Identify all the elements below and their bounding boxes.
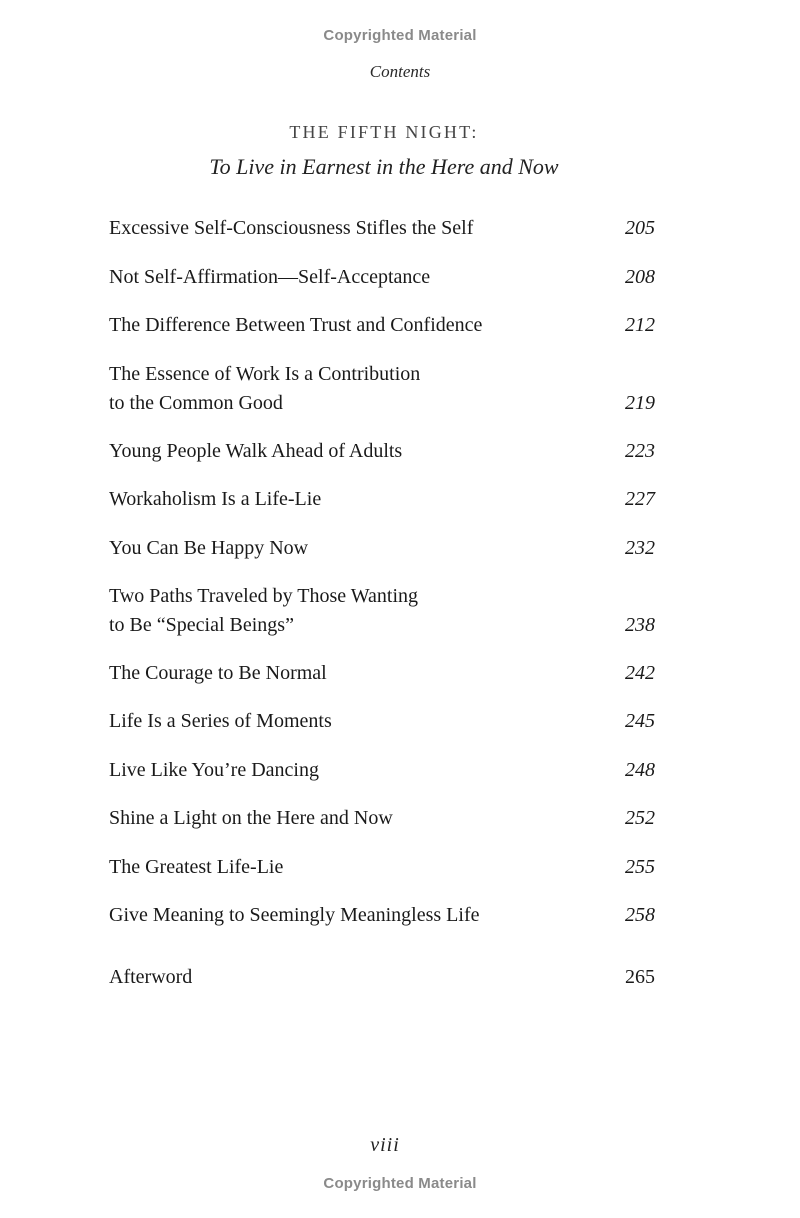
toc-entry-page: 219 bbox=[625, 392, 655, 414]
toc-entry-title: Shine a Light on the Here and Now bbox=[109, 807, 393, 829]
toc-entry bbox=[109, 804, 655, 833]
toc-entry bbox=[109, 901, 655, 930]
toc-entry-title: The Greatest Life-Lie bbox=[109, 856, 284, 878]
toc-entry-page: 242 bbox=[625, 662, 655, 684]
toc-entry-title-line2: to Be “Special Beings” bbox=[109, 614, 294, 636]
toc-entry-page: 258 bbox=[625, 904, 655, 926]
toc-entry bbox=[109, 707, 655, 736]
toc-entry bbox=[109, 311, 655, 340]
toc-entry-page: 255 bbox=[625, 856, 655, 878]
toc-entry-title: Workaholism Is a Life-Lie bbox=[109, 488, 322, 510]
toc-entry bbox=[109, 582, 655, 640]
toc-entry-title: You Can Be Happy Now bbox=[109, 537, 309, 559]
page-number: viii bbox=[370, 1134, 400, 1156]
toc-entry-title: The Courage to Be Normal bbox=[109, 662, 327, 684]
toc-entry-title-line1: The Essence of Work Is a Contribution bbox=[109, 363, 421, 385]
toc-entry bbox=[109, 534, 655, 563]
toc-entry-page: 223 bbox=[625, 440, 655, 462]
toc-entry bbox=[109, 659, 655, 688]
toc-entry-title: Afterword bbox=[109, 966, 193, 988]
toc-entry-title-line2: to the Common Good bbox=[109, 392, 283, 414]
toc-entry-title: Excessive Self-Consciousness Stifles the Self bbox=[109, 217, 474, 239]
toc-entry bbox=[109, 485, 655, 514]
toc-entry-page: 205 bbox=[625, 217, 655, 239]
toc-entry-title: Not Self-Affirmation—Self-Acceptance bbox=[109, 266, 431, 288]
toc-entry-page: 227 bbox=[625, 488, 655, 510]
toc-entry-title: Give Meaning to Seemingly Meaningless Life bbox=[109, 904, 480, 926]
toc-entry-page: 212 bbox=[625, 314, 655, 336]
copyright-watermark-bottom: Copyrighted Material bbox=[323, 1175, 477, 1192]
toc-entry bbox=[109, 756, 655, 785]
running-head: Contents bbox=[369, 62, 431, 81]
part-heading: THE FIFTH NIGHT: bbox=[289, 122, 479, 142]
copyright-watermark-top: Copyrighted Material bbox=[323, 27, 477, 44]
toc-entry bbox=[109, 853, 655, 882]
toc-entry-page: 245 bbox=[625, 710, 655, 732]
toc-entry bbox=[109, 263, 655, 292]
toc-entry-page: 238 bbox=[625, 614, 655, 636]
toc-entry bbox=[109, 360, 655, 418]
toc-entry bbox=[109, 437, 655, 466]
toc-entry-title: The Difference Between Trust and Confidence bbox=[109, 314, 483, 336]
toc-entry-title: Young People Walk Ahead of Adults bbox=[109, 440, 403, 462]
toc-entry-page: 232 bbox=[625, 537, 655, 559]
toc-entry-afterword bbox=[109, 963, 655, 992]
part-subheading: To Live in Earnest in the Here and Now bbox=[209, 154, 559, 179]
toc-entry-page: 252 bbox=[625, 807, 655, 829]
toc-entry-page: 248 bbox=[625, 759, 655, 781]
toc-entry-title: Live Like You’re Dancing bbox=[109, 759, 319, 781]
toc-entry-title-line1: Two Paths Traveled by Those Wanting bbox=[109, 585, 419, 607]
toc-entry bbox=[109, 214, 655, 243]
toc-entry-page: 265 bbox=[625, 966, 655, 988]
toc-entry-page: 208 bbox=[625, 266, 655, 288]
toc-entry-title: Life Is a Series of Moments bbox=[109, 710, 332, 732]
